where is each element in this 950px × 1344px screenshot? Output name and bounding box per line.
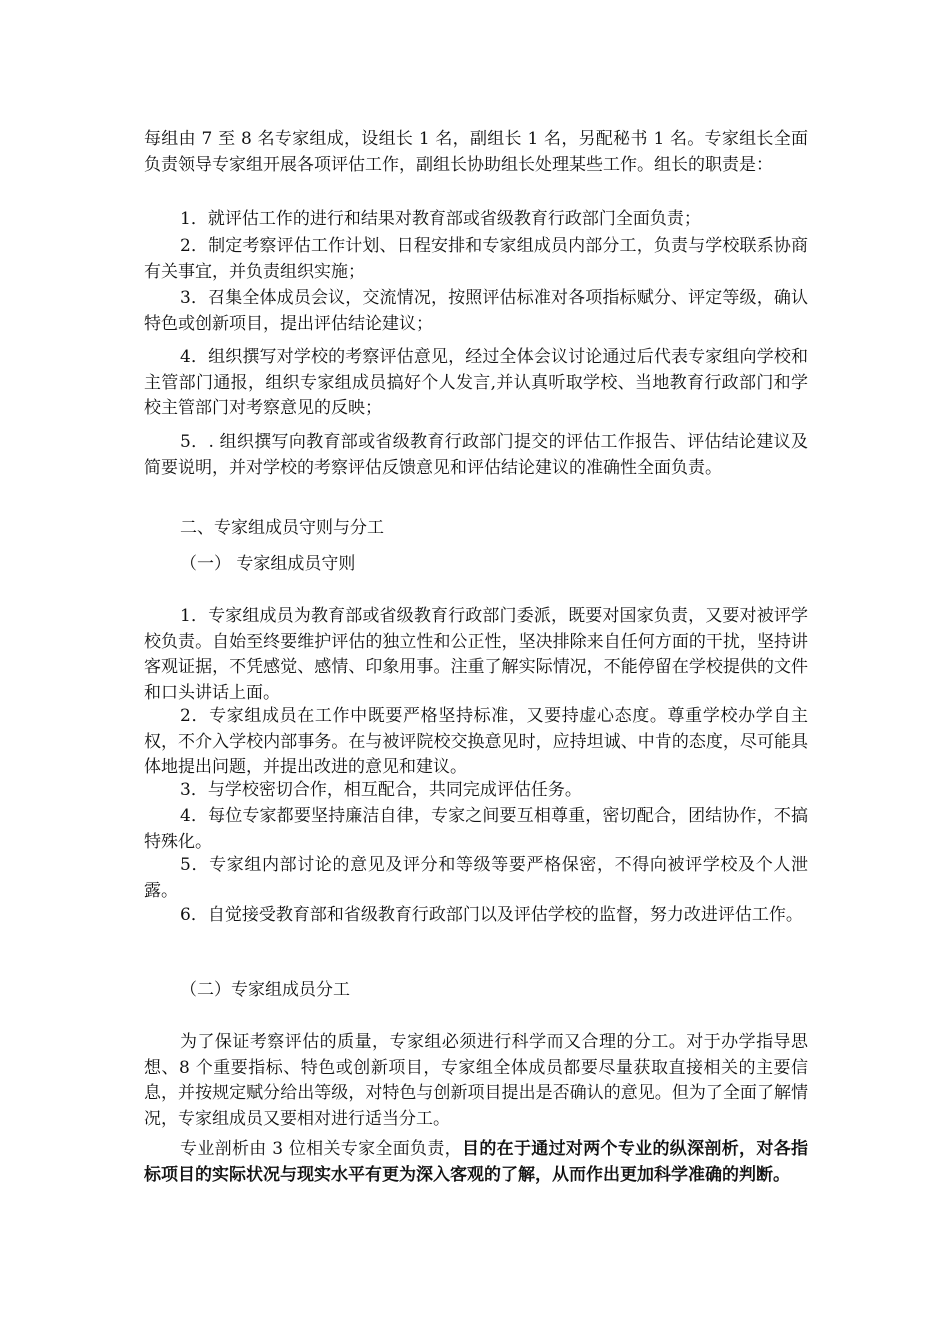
leader-duty-3: 3．召集全体成员会议，交流情况，按照评估标准对各项指标赋分、评定等级，确认特色或创新项目，提出评估结论建议； <box>144 288 808 334</box>
final-paragraph <box>144 1137 808 1188</box>
rule-2: 2．专家组成员在工作中既要严格坚持标准，又要持虚心态度。尊重学校办学自主权，不介入学校内部事务。在与被评院校交换意见时，应持坦诚、中肯的态度，尽可能具体地提出问题，并提出改进的意见和建议。 <box>144 706 808 777</box>
subsection-2-heading: （二）专家组成员分工 <box>180 980 350 1000</box>
rule-6: 6．自觉接受教育部和省级教育行政部门以及评估学校的监督，努力改进评估工作。 <box>180 905 803 925</box>
intro-paragraph: 每组由 7 至 8 名专家组成，设组长 1 名，副组长 1 名，另配秘书 1 名。专家组长全面负责领导专家组开展各项评估工作，副组长协助组长处理某些工作。组长的职责是： <box>144 129 808 175</box>
leader-duty-2: 2．制定考察评估工作计划、日程安排和专家组成员内部分工，负责与学校联系协商有关事宜，并负责组织实施； <box>144 236 808 282</box>
division-paragraph: 为了保证考察评估的质量，专家组必须进行科学而又合理的分工。对于办学指导思想、8 个重要指标、特色或创新项目，专家组全体成员都要尽量获取直接相关的主要信息，并按规定赋分给出等级，对特色与创新项目提出是否确认的意见。但为了全面了解情况，专家组成员又要相对进行适当分工。 <box>144 1032 808 1129</box>
rule-5: 5．专家组内部讨论的意见及评分和等级等要严格保密，不得向被评学校及个人泄露。 <box>144 855 808 901</box>
section-2-heading: 二、专家组成员守则与分工 <box>180 518 384 538</box>
final-paragraph-normal: 专业剖析由 3 位相关专家全面负责， <box>180 1139 462 1159</box>
rule-3: 3．与学校密切合作，相互配合，共同完成评估任务。 <box>180 780 582 800</box>
leader-duty-5: 5．. 组织撰写向教育部或省级教育行政部门提交的评估工作报告、评估结论建议及简要说明，并对学校的考察评估反馈意见和评估结论建议的准确性全面负责。 <box>144 432 808 478</box>
leader-duty-1: 1．就评估工作的进行和结果对教育部或省级教育行政部门全面负责； <box>180 209 701 229</box>
leader-duty-4: 4．组织撰写对学校的考察评估意见，经过全体会议讨论通过后代表专家组向学校和主管部门通报，组织专家组成员搞好个人发言,并认真听取学校、当地教育行政部门和学校主管部门对考察意见的反映； <box>144 347 808 418</box>
final-paragraph-bold: 目的在于通过对两个专业的纵深剖析，对各指标项目的实际状况与现实水平有更为深入客观的了解，从而作出更加科学准确的判断。 <box>144 1139 809 1185</box>
rule-4: 4．每位专家都要坚持廉洁自律，专家之间要互相尊重，密切配合，团结协作，不搞特殊化。 <box>144 806 808 852</box>
subsection-1-heading: （一） 专家组成员守则 <box>180 554 356 574</box>
rule-1: 1．专家组成员为教育部或省级教育行政部门委派，既要对国家负责，又要对被评学校负责。自始至终要维护评估的独立性和公正性，坚决排除来自任何方面的干扰，坚持讲客观证据，不凭感觉、感情、印象用事。注重了解实际情况，不能停留在学校提供的文件和口头讲话上面。 <box>144 606 808 703</box>
